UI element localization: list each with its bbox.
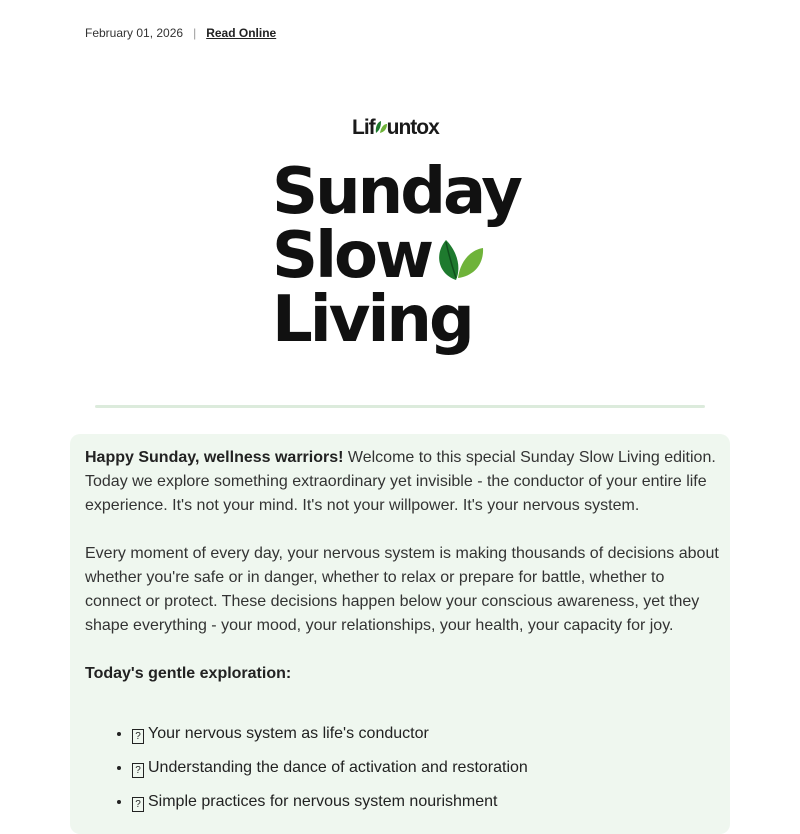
emoji-icon: ? — [132, 797, 144, 812]
emoji-icon: ? — [132, 763, 144, 778]
exploration-list — [85, 722, 720, 814]
list-item: • ? Your nervous system as life's conductor — [132, 722, 720, 746]
body-paragraph: Every moment of every day, your nervous system is making thousands of decisions about whether you're safe or in danger, whether to relax or prepare for battle, whether to connect or protect. These decisions happen below your conscious awareness, yet they shape everything - your mood, your relationships, your health, your capacity for joy. — [85, 545, 719, 634]
brand-logo: Lif untox — [352, 116, 439, 139]
hero-line-2: Slow — [272, 219, 432, 293]
read-online-link[interactable]: Read Online — [206, 26, 277, 40]
list-item: • ? Understanding the dance of activation and restoration — [132, 756, 720, 780]
issue-date: February 01, 2026 — [85, 26, 184, 40]
hero-title — [272, 155, 532, 357]
divider — [95, 405, 705, 408]
list-item: • ? Simple practices for nervous system nourishment — [132, 790, 720, 814]
exploration-heading: Today's gentle exploration: — [85, 665, 292, 682]
separator: | — [193, 26, 197, 40]
hero-line-1: Sunday — [272, 155, 520, 229]
intro-card — [70, 434, 730, 834]
top-bar — [85, 26, 276, 40]
leaf-icon — [374, 116, 388, 140]
leaf-icon — [436, 234, 486, 287]
intro-paragraph: Happy Sunday, wellness warriors! Welcome to this special Sunday Slow Living edition. Today we explore something extraordinary yet invisible - the conductor of your entire life experience. It's not your mind. It's not your willpower. It's your nervous system. — [85, 449, 716, 514]
emoji-icon: ? — [132, 729, 144, 744]
greeting: Happy Sunday, wellness warriors! — [85, 449, 344, 466]
hero-line-3: Living — [272, 283, 472, 357]
